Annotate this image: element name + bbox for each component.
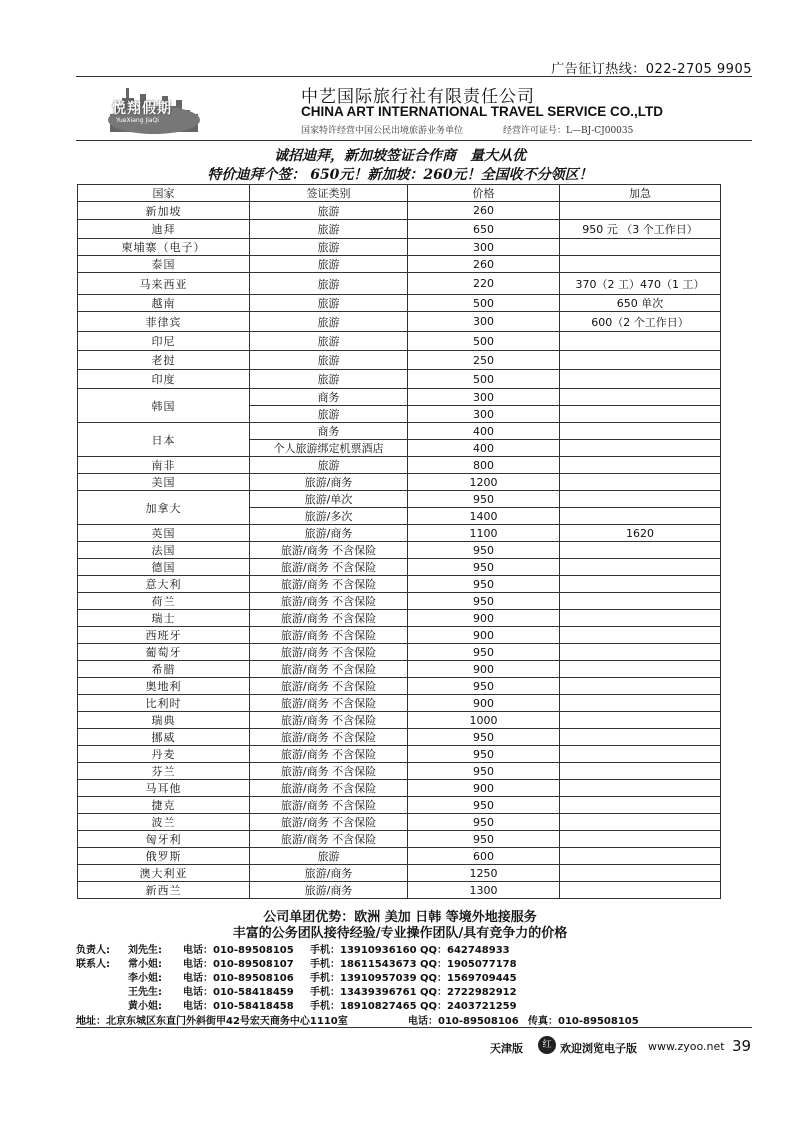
contact-role: 联系人: [76, 959, 110, 970]
cell-country: 瑞典 [78, 712, 250, 729]
cell-visa-type: 旅游/多次 [250, 508, 408, 525]
cell-visa-type: 旅游/商务 [250, 882, 408, 899]
cell-urgent [560, 882, 721, 899]
advantage-line-2: 丰富的公务团队接待经验/专业操作团队/具有竞争力的价格 [232, 926, 568, 941]
contact-qq: QQ：2722982912 [420, 987, 517, 998]
cell-urgent: 650 单次 [560, 295, 721, 312]
cell-price: 900 [408, 780, 560, 797]
cell-price: 400 [408, 423, 560, 440]
table-row [78, 780, 721, 797]
footer-badge-icon: 红 [538, 1036, 556, 1054]
cell-price: 950 [408, 729, 560, 746]
table-header-row [78, 185, 721, 202]
contact-mobile: 手机：18910827465 [310, 1001, 417, 1012]
table-row [78, 712, 721, 729]
cell-urgent [560, 678, 721, 695]
cell-urgent [560, 627, 721, 644]
cell-price: 800 [408, 457, 560, 474]
cell-country: 韩国 [78, 389, 250, 423]
cell-visa-type: 旅游 [250, 220, 408, 239]
cell-country: 加拿大 [78, 491, 250, 525]
cell-country: 捷克 [78, 797, 250, 814]
cell-urgent [560, 423, 721, 440]
contact-mobile: 手机：13439396761 [310, 987, 417, 998]
table-row [78, 559, 721, 576]
contact-name: 黄小姐: [128, 1001, 162, 1012]
table-row [78, 370, 721, 389]
cell-country: 瑞士 [78, 610, 250, 627]
cell-visa-type: 旅游/商务 不含保险 [250, 831, 408, 848]
footer-url[interactable]: www.zyoo.net [648, 1040, 725, 1053]
footer-text: 欢迎浏览电子版 [560, 1042, 637, 1055]
cell-urgent [560, 202, 721, 220]
cell-urgent [560, 780, 721, 797]
cell-urgent [560, 593, 721, 610]
cell-country: 比利时 [78, 695, 250, 712]
cell-visa-type: 旅游 [250, 848, 408, 865]
cell-price: 600 [408, 848, 560, 865]
cell-urgent [560, 746, 721, 763]
cell-urgent [560, 370, 721, 389]
header-urgent: 加急 [560, 185, 721, 202]
cell-country: 俄罗斯 [78, 848, 250, 865]
contact-name: 常小姐: [128, 959, 162, 970]
table-row [78, 627, 721, 644]
cell-price: 1000 [408, 712, 560, 729]
cell-urgent [560, 389, 721, 406]
cell-urgent: 950 元 （3 个工作日） [560, 220, 721, 239]
cell-country: 法国 [78, 542, 250, 559]
cell-visa-type: 商务 [250, 389, 408, 406]
contact-name: 王先生: [128, 987, 162, 998]
cell-visa-type: 旅游 [250, 332, 408, 351]
table-row [78, 831, 721, 848]
cell-price: 950 [408, 644, 560, 661]
table-row [78, 351, 721, 370]
table-row [78, 239, 721, 256]
cell-urgent: 1620 [560, 525, 721, 542]
company-cn-name: 中艺国际旅行社有限责任公司 [301, 87, 535, 107]
table-row [78, 312, 721, 332]
cell-urgent [560, 491, 721, 508]
table-row [78, 678, 721, 695]
cell-price: 1200 [408, 474, 560, 491]
cell-visa-type: 旅游/商务 不含保险 [250, 814, 408, 831]
table-row [78, 576, 721, 593]
table-row [78, 865, 721, 882]
table-row [78, 797, 721, 814]
cell-urgent: 600（2 个工作日） [560, 312, 721, 332]
table-row [78, 525, 721, 542]
contact-tel: 电话：010-58418458 [183, 1001, 294, 1012]
table-row [78, 491, 721, 508]
cell-price: 900 [408, 695, 560, 712]
contact-tel: 电话：010-89508107 [183, 959, 294, 970]
cell-price: 950 [408, 593, 560, 610]
cell-visa-type: 旅游/商务 不含保险 [250, 610, 408, 627]
table-row [78, 593, 721, 610]
top-divider [76, 76, 752, 77]
cell-country: 新加坡 [78, 202, 250, 220]
address: 地址：北京东城区东直门外斜街甲42号宏天商务中心1110室 [76, 1016, 348, 1027]
cell-urgent [560, 644, 721, 661]
cell-urgent [560, 848, 721, 865]
cell-visa-type: 旅游/商务 [250, 525, 408, 542]
cell-price: 950 [408, 831, 560, 848]
table-row [78, 848, 721, 865]
cell-price: 250 [408, 351, 560, 370]
cell-price: 950 [408, 576, 560, 593]
cell-price: 500 [408, 295, 560, 312]
table-row [78, 332, 721, 351]
cell-urgent [560, 351, 721, 370]
cell-price: 220 [408, 273, 560, 295]
table-row [78, 202, 721, 220]
cell-visa-type: 旅游/商务 不含保险 [250, 678, 408, 695]
cell-visa-type: 商务 [250, 423, 408, 440]
cell-price: 950 [408, 814, 560, 831]
cell-country: 泰国 [78, 256, 250, 273]
cell-country: 印度 [78, 370, 250, 389]
table-row [78, 763, 721, 780]
cell-country: 希腊 [78, 661, 250, 678]
table-row [78, 273, 721, 295]
cell-visa-type: 旅游 [250, 370, 408, 389]
table-row [78, 389, 721, 406]
cell-price: 900 [408, 627, 560, 644]
cell-urgent [560, 332, 721, 351]
table-row [78, 423, 721, 440]
header-visa-type: 签证类别 [250, 185, 408, 202]
cell-price: 300 [408, 239, 560, 256]
cell-visa-type: 旅游/商务 不含保险 [250, 712, 408, 729]
cell-visa-type: 旅游 [250, 239, 408, 256]
cell-country: 新西兰 [78, 882, 250, 899]
cell-urgent [560, 763, 721, 780]
cell-visa-type: 旅游/商务 不含保险 [250, 627, 408, 644]
contact-qq: QQ：642748933 [420, 945, 510, 956]
cell-visa-type: 旅游/商务 [250, 474, 408, 491]
page-number: 39 [732, 1037, 752, 1055]
cell-visa-type: 旅游 [250, 202, 408, 220]
cell-country: 日本 [78, 423, 250, 457]
cell-visa-type: 旅游/商务 不含保险 [250, 661, 408, 678]
cell-price: 300 [408, 406, 560, 423]
visa-table-body [78, 202, 721, 899]
ad-hotline: 广告征订热线：022-2705 9905 [551, 62, 752, 77]
contact-qq: QQ：1569709445 [420, 973, 517, 984]
cell-urgent [560, 712, 721, 729]
promo-line-1: 诚招迪拜，新加坡签证合作商 量大从优 [274, 148, 526, 164]
cell-urgent: 370（2 工）470（1 工） [560, 273, 721, 295]
cell-urgent [560, 559, 721, 576]
cell-urgent [560, 865, 721, 882]
cell-visa-type: 旅游/商务 [250, 865, 408, 882]
cell-urgent [560, 542, 721, 559]
cell-price: 650 [408, 220, 560, 239]
cell-visa-type: 旅游/商务 不含保险 [250, 763, 408, 780]
header-country: 国家 [78, 185, 250, 202]
cell-urgent [560, 797, 721, 814]
table-row [78, 729, 721, 746]
cell-urgent [560, 508, 721, 525]
contact-tel: 电话：010-89508106 [183, 973, 294, 984]
footer-edition: 天津版 [490, 1042, 523, 1055]
cell-country: 马来西亚 [78, 273, 250, 295]
license-number: 经营许可证号：L—BJ-CJ00035 [503, 126, 634, 136]
cell-urgent [560, 831, 721, 848]
table-row [78, 814, 721, 831]
header-divider [76, 140, 752, 141]
cell-country: 美国 [78, 474, 250, 491]
table-row [78, 474, 721, 491]
contact-qq: QQ：1905077178 [420, 959, 517, 970]
cell-price: 1250 [408, 865, 560, 882]
cell-urgent [560, 239, 721, 256]
cell-country: 南非 [78, 457, 250, 474]
cell-country: 英国 [78, 525, 250, 542]
cell-country: 柬埔寨（电子） [78, 239, 250, 256]
cell-country: 荷兰 [78, 593, 250, 610]
table-row [78, 542, 721, 559]
cell-visa-type: 旅游 [250, 295, 408, 312]
cell-price: 1300 [408, 882, 560, 899]
cell-urgent [560, 474, 721, 491]
cell-visa-type: 旅游/商务 不含保险 [250, 746, 408, 763]
cell-country: 印尼 [78, 332, 250, 351]
cell-price: 400 [408, 440, 560, 457]
cell-country: 菲律宾 [78, 312, 250, 332]
advantage-line-1: 公司单团优势：欧洲 美加 日韩 等境外地接服务 [263, 910, 537, 925]
cell-country: 丹麦 [78, 746, 250, 763]
cell-urgent [560, 406, 721, 423]
contact-name: 李小姐: [128, 973, 162, 984]
logo-subtext: YueXiang JiaQi [116, 117, 159, 124]
cell-urgent [560, 695, 721, 712]
table-row [78, 882, 721, 899]
cell-country: 葡萄牙 [78, 644, 250, 661]
table-row [78, 256, 721, 273]
cell-visa-type: 旅游/商务 不含保险 [250, 542, 408, 559]
table-row [78, 746, 721, 763]
cell-urgent [560, 814, 721, 831]
cell-country: 德国 [78, 559, 250, 576]
contact-mobile: 手机：13910957039 [310, 973, 417, 984]
table-row [78, 457, 721, 474]
contact-role: 负责人: [76, 945, 110, 956]
bottom-divider [76, 1027, 752, 1028]
cell-country: 匈牙利 [78, 831, 250, 848]
company-en-name: CHINA ART INTERNATIONAL TRAVEL SERVICE CO.,LTD [301, 104, 664, 119]
cell-urgent [560, 256, 721, 273]
cell-visa-type: 旅游/商务 不含保险 [250, 593, 408, 610]
cell-country: 迪拜 [78, 220, 250, 239]
cell-country: 西班牙 [78, 627, 250, 644]
cell-price: 950 [408, 559, 560, 576]
cell-urgent [560, 610, 721, 627]
cell-visa-type: 旅游/商务 不含保险 [250, 695, 408, 712]
cell-urgent [560, 729, 721, 746]
table-row [78, 661, 721, 678]
visa-price-table [77, 184, 721, 899]
cell-price: 260 [408, 256, 560, 273]
table-row [78, 644, 721, 661]
cell-price: 500 [408, 332, 560, 351]
address-tel: 电话：010-89508106 [408, 1016, 519, 1027]
cell-price: 950 [408, 746, 560, 763]
contact-tel: 电话：010-89508105 [183, 945, 294, 956]
contact-tel: 电话：010-58418459 [183, 987, 294, 998]
logo-text: 悦翔假期 [112, 101, 172, 117]
cell-visa-type: 旅游/商务 不含保险 [250, 576, 408, 593]
cell-price: 1100 [408, 525, 560, 542]
table-row [78, 610, 721, 627]
cell-visa-type: 旅游 [250, 256, 408, 273]
cell-country: 波兰 [78, 814, 250, 831]
address-fax: 传真：010-89508105 [528, 1016, 639, 1027]
cell-visa-type: 旅游 [250, 457, 408, 474]
cell-visa-type: 旅游/商务 不含保险 [250, 644, 408, 661]
contact-name: 刘先生: [128, 945, 162, 956]
cell-price: 1400 [408, 508, 560, 525]
cell-urgent [560, 661, 721, 678]
cell-country: 越南 [78, 295, 250, 312]
cell-price: 900 [408, 610, 560, 627]
cell-visa-type: 旅游/商务 不含保险 [250, 797, 408, 814]
cell-urgent [560, 576, 721, 593]
cell-price: 900 [408, 661, 560, 678]
cell-country: 奥地利 [78, 678, 250, 695]
contact-mobile: 手机：13910936160 [310, 945, 417, 956]
cell-price: 500 [408, 370, 560, 389]
header-price: 价格 [408, 185, 560, 202]
cell-price: 300 [408, 389, 560, 406]
cell-urgent [560, 457, 721, 474]
cell-visa-type: 旅游/商务 不含保险 [250, 780, 408, 797]
table-row [78, 220, 721, 239]
promo-line-2: 特价迪拜个签： 650元！新加坡：260元！全国收不分领区！ [207, 167, 593, 183]
cell-country: 马耳他 [78, 780, 250, 797]
cell-country: 意大利 [78, 576, 250, 593]
cell-visa-type: 个人旅游绑定机票酒店 [250, 440, 408, 457]
cell-visa-type: 旅游/商务 不含保险 [250, 559, 408, 576]
cell-country: 挪威 [78, 729, 250, 746]
cell-visa-type: 旅游 [250, 351, 408, 370]
contact-qq: QQ：2403721259 [420, 1001, 517, 1012]
cell-price: 950 [408, 491, 560, 508]
cell-country: 老挝 [78, 351, 250, 370]
cell-visa-type: 旅游 [250, 273, 408, 295]
cell-price: 300 [408, 312, 560, 332]
cell-visa-type: 旅游/单次 [250, 491, 408, 508]
cell-price: 950 [408, 678, 560, 695]
table-row [78, 295, 721, 312]
cell-visa-type: 旅游/商务 不含保险 [250, 729, 408, 746]
cell-country: 澳大利亚 [78, 865, 250, 882]
contact-mobile: 手机：18611543673 [310, 959, 417, 970]
license-statement: 国家特许经营中国公民出境旅游业务单位 [301, 126, 464, 136]
cell-urgent [560, 440, 721, 457]
cell-price: 950 [408, 797, 560, 814]
cell-country: 芬兰 [78, 763, 250, 780]
cell-visa-type: 旅游 [250, 312, 408, 332]
cell-visa-type: 旅游 [250, 406, 408, 423]
cell-price: 950 [408, 542, 560, 559]
cell-price: 950 [408, 763, 560, 780]
cell-price: 260 [408, 202, 560, 220]
table-row [78, 695, 721, 712]
